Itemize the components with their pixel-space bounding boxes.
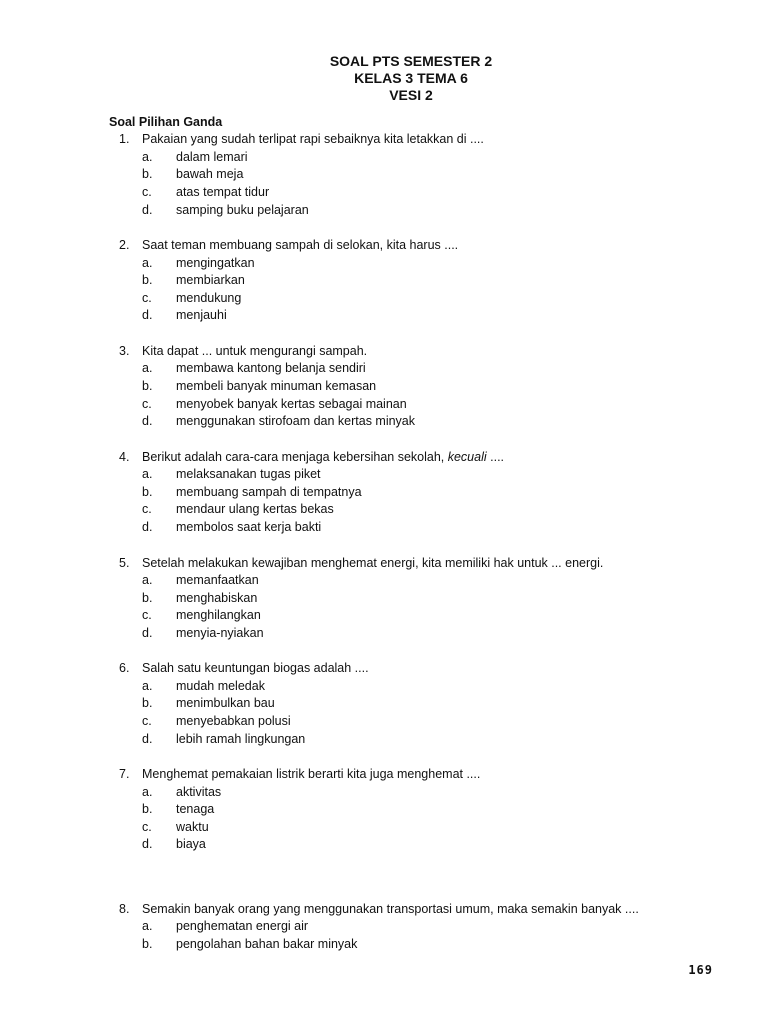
- option-letter: b.: [142, 379, 153, 393]
- option-letter: d.: [142, 414, 153, 428]
- option-text: menjauhi: [176, 308, 227, 322]
- option-text: dalam lemari: [176, 150, 248, 164]
- option-letter: b.: [142, 591, 153, 605]
- option-letter: d.: [142, 520, 153, 534]
- option-letter: b.: [142, 167, 153, 181]
- document-title-line-2: KELAS 3 TEMA 6: [354, 70, 468, 86]
- option-text: menyebabkan polusi: [176, 714, 291, 728]
- option-text: biaya: [176, 837, 206, 851]
- question-number: 3.: [119, 344, 130, 358]
- option-letter: a.: [142, 150, 153, 164]
- option-letter: c.: [142, 608, 152, 622]
- option-text: pengolahan bahan bakar minyak: [176, 937, 358, 951]
- question-text: Setelah melakukan kewajiban menghemat energi, kita memiliki hak untuk ... energi.: [142, 556, 604, 570]
- question-number: 8.: [119, 902, 130, 916]
- option-text: membolos saat kerja bakti: [176, 520, 322, 534]
- option-letter: a.: [142, 679, 153, 693]
- option-letter: a.: [142, 256, 153, 270]
- option-letter: c.: [142, 502, 152, 516]
- option-text: aktivitas: [176, 785, 222, 799]
- option-text: bawah meja: [176, 167, 244, 181]
- option-text: menghilangkan: [176, 608, 261, 622]
- question-text-ending: ....: [486, 450, 505, 464]
- question-number: 6.: [119, 661, 130, 675]
- document-title-line-1: SOAL PTS SEMESTER 2: [329, 53, 493, 69]
- option-letter: b.: [142, 802, 153, 816]
- option-text: menggunakan stirofoam dan kertas minyak: [176, 414, 416, 428]
- question-text: Semakin banyak orang yang menggunakan transportasi umum, maka semakin banyak ....: [142, 902, 639, 916]
- option-letter: a.: [142, 467, 153, 481]
- option-letter: b.: [142, 485, 153, 499]
- page-number: 169: [688, 963, 713, 977]
- option-text: samping buku pelajaran: [176, 203, 309, 217]
- question-text: Salah satu keuntungan biogas adalah ....: [142, 661, 369, 675]
- option-text: mengingatkan: [176, 256, 255, 270]
- option-letter: c.: [142, 397, 152, 411]
- option-letter: c.: [142, 185, 152, 199]
- option-text: mendaur ulang kertas bekas: [176, 502, 334, 516]
- question-number: 2.: [119, 238, 130, 252]
- question-number: 1.: [119, 132, 130, 146]
- option-letter: d.: [142, 626, 153, 640]
- question-text-main: Berikut adalah cara-cara menjaga kebersihan sekolah,: [142, 450, 448, 464]
- question-number: 7.: [119, 767, 130, 781]
- option-letter: d.: [142, 308, 153, 322]
- option-text: memanfaatkan: [176, 573, 259, 587]
- question-text: Kita dapat ... untuk mengurangi sampah.: [142, 344, 368, 358]
- option-text: lebih ramah lingkungan: [176, 732, 306, 746]
- option-text: melaksanakan tugas piket: [176, 467, 321, 481]
- option-letter: a.: [142, 361, 153, 375]
- option-text: mendukung: [176, 291, 242, 305]
- option-letter: a.: [142, 573, 153, 587]
- question-number: 4.: [119, 450, 130, 464]
- question-text-emphasis: kecuali: [447, 450, 487, 464]
- option-text: menyia-nyiakan: [176, 626, 264, 640]
- question-text: Menghemat pemakaian listrik berarti kita juga menghemat ....: [142, 767, 481, 781]
- option-letter: c.: [142, 291, 152, 305]
- section-heading: Soal Pilihan Ganda: [109, 115, 223, 129]
- question-text: Saat teman membuang sampah di selokan, kita harus ....: [142, 238, 459, 252]
- question-text: Pakaian yang sudah terlipat rapi sebaiknya kita letakkan di ....: [142, 132, 484, 146]
- document-title-line-3: VESI 2: [389, 87, 433, 103]
- question-text: [142, 450, 504, 464]
- option-text: tenaga: [176, 802, 215, 816]
- option-text: menghabiskan: [176, 591, 258, 605]
- option-letter: a.: [142, 919, 153, 933]
- option-letter: d.: [142, 732, 153, 746]
- option-text: membawa kantong belanja sendiri: [176, 361, 366, 375]
- option-text: membuang sampah di tempatnya: [176, 485, 362, 499]
- option-letter: b.: [142, 696, 153, 710]
- option-letter: a.: [142, 785, 153, 799]
- option-text: menyobek banyak kertas sebagai mainan: [176, 397, 407, 411]
- option-letter: c.: [142, 714, 152, 728]
- option-text: penghematan energi air: [176, 919, 309, 933]
- option-text: waktu: [176, 820, 209, 834]
- option-letter: c.: [142, 820, 152, 834]
- option-text: atas tempat tidur: [176, 185, 270, 199]
- option-text: membeli banyak minuman kemasan: [176, 379, 377, 393]
- option-letter: d.: [142, 203, 153, 217]
- question-number: 5.: [119, 556, 130, 570]
- option-letter: d.: [142, 837, 153, 851]
- option-text: mudah meledak: [176, 679, 265, 693]
- option-letter: b.: [142, 937, 153, 951]
- option-letter: b.: [142, 273, 153, 287]
- option-text: membiarkan: [176, 273, 245, 287]
- option-text: menimbulkan bau: [176, 696, 275, 710]
